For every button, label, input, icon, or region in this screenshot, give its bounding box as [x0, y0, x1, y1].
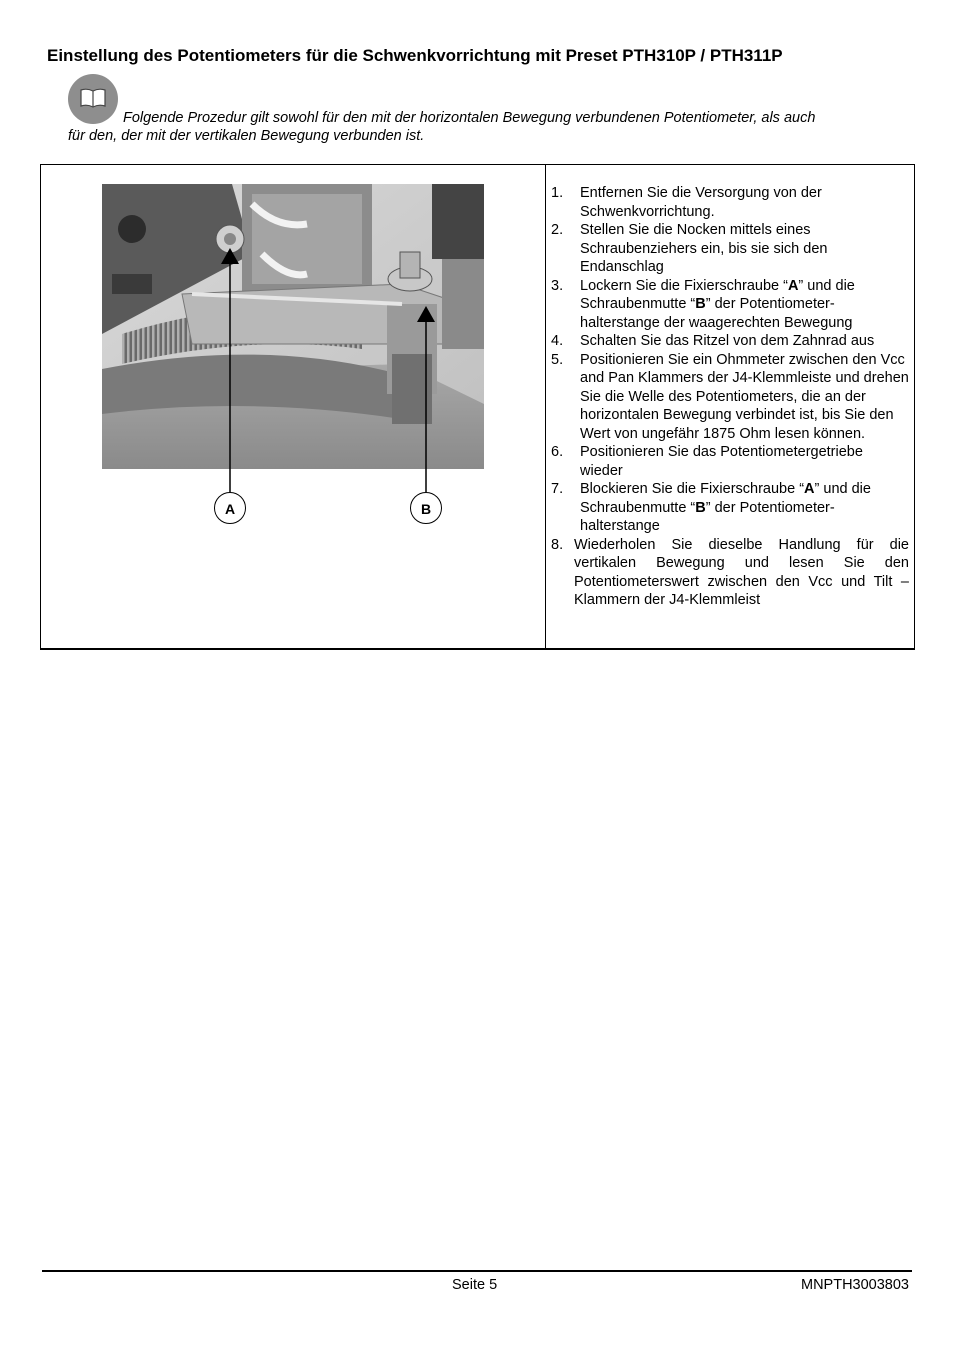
list-item: 2. Stellen Sie die Nocken mittels eines Schraubenziehers ein, bis sie sich den Endanschlag — [551, 222, 828, 275]
list-item: 8. Wiederholen Sie dieselbe Handlung für die vertikalen Bewegung und lesen Sie den Potentiometerswert zwischen den Vcc und Tilt –Klammern der J4-Klemmleist — [551, 536, 909, 608]
footer-divider — [42, 1270, 912, 1272]
list-item: 7. Blockieren Sie die Fixierschraube “A” und die Schraubenmutte “B” der Potentiometer-halterstange — [551, 481, 871, 534]
list-item: 3. Lockern Sie die Fixierschraube “A” und die Schraubenmutte “B” der Potentiometer-halterstange der waagerechten Bewegung — [551, 277, 855, 331]
list-item: 1. Entfernen Sie die Versorgung von der Schwenkvorrichtung. — [551, 185, 822, 220]
list-item: 6. Positionieren Sie das Potentiometergetriebe wieder — [551, 444, 863, 479]
callout-label-a: A — [214, 492, 246, 524]
note-line-1: Folgende Prozedur gilt sowohl für den mit der horizontalen Bewegung verbundenen Potentiometer, als auch — [123, 110, 816, 126]
note-line-2: für den, der mit der vertikalen Bewegung verbunden ist. — [68, 128, 425, 144]
callout-label-b: B — [410, 492, 442, 524]
page-title: Einstellung des Potentiometers für die Schwenkvorrichtung mit Preset PTH310P / PTH311P — [47, 46, 783, 65]
table-divider — [545, 164, 546, 648]
document-number: MNPTH3003803 — [801, 1277, 909, 1293]
list-item: 5. Positionieren Sie ein Ohmmeter zwischen den Vcc and Pan Klammers der J4-Klemmleiste und drehen Sie die Welle des Potentiometers, die an der horizontalen Bewegung verbindet ist, bis Sie den Wert von ungefähr 1875 Ohm lesen können. — [551, 351, 909, 442]
note-text — [68, 109, 908, 145]
mechanism-photo — [102, 184, 484, 469]
step-list — [551, 184, 909, 610]
list-item: 4. Schalten Sie das Ritzel von dem Zahnrad aus — [551, 333, 875, 349]
page-number: Seite 5 — [452, 1277, 498, 1293]
